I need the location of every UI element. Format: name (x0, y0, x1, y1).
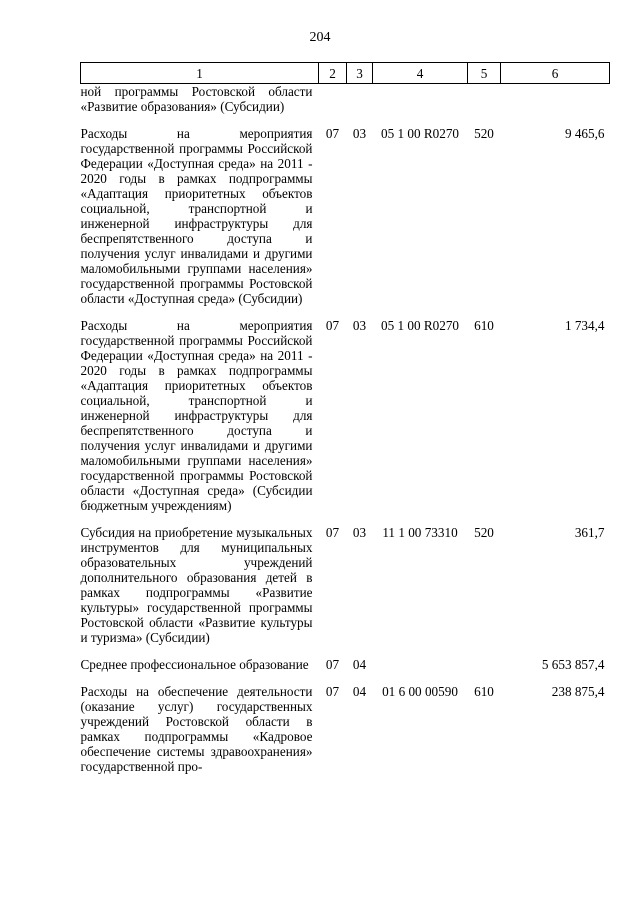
row-amount: 5 653 857,4 (541, 657, 605, 672)
row-expense-type: 520 (474, 525, 494, 540)
header-col-4: 4 (373, 63, 468, 84)
row-description: Расходы на мероприятия государственной программы Российской Федерации «Доступная среда» на 2011 - 2020 годы в рамках подпрограммы «Адаптация приоритетных объектов социальной, транспортной и инженерной инфраструктуры для беспрепятственного доступа и получения услуг инвалидами и другими маломобильными группами населения» государственной программы Ростовской области «Доступная среда» (Субсидии бюджетным учреждениям) (80, 318, 313, 513)
table-row (81, 525, 610, 657)
row-target-article (373, 657, 468, 684)
row-expense-type: 520 (474, 126, 494, 141)
page-number: 204 (309, 30, 331, 45)
row-expense-type: 610 (474, 684, 494, 699)
row-expense-type (468, 657, 501, 684)
row-expense-type: 610 (474, 318, 494, 333)
row-target-article: 05 1 00 R0270 (380, 126, 460, 141)
table-row (81, 657, 610, 684)
row-description: Расходы на обеспечение деятельности (оказание услуг) государственных учреждений Ростовской области в рамках подпрограммы «Кадровое обеспечение системы здравоохранения» государственной про- (80, 684, 313, 774)
row-target-article: 05 1 00 R0270 (380, 318, 460, 333)
budget-table (80, 62, 610, 786)
row-description: ной программы Ростовской области «Развитие образования» (Субсидии) (80, 84, 313, 114)
row-amount: 1 734,4 (564, 318, 605, 333)
row-section (319, 84, 347, 127)
row-section: 07 (325, 657, 340, 672)
row-description: Среднее профессиональное образование (80, 657, 309, 672)
row-amount (501, 84, 610, 127)
row-subsection: 04 (352, 657, 367, 672)
row-amount: 238 875,4 (551, 684, 605, 699)
row-amount: 361,7 (574, 525, 605, 540)
table-row (81, 84, 610, 127)
row-description: Субсидия на приобретение музыкальных инструментов для муниципальных образовательных учреждений дополнительного образования детей в рамках подпрограммы «Развитие культуры» государственной программы Ростовской области «Развитие культуры и туризма» (Субсидии) (80, 525, 313, 645)
row-section: 07 (325, 318, 340, 333)
row-section: 07 (325, 525, 340, 540)
table-row (81, 126, 610, 318)
header-col-1: 1 (81, 63, 319, 84)
row-amount: 9 465,6 (564, 126, 605, 141)
row-subsection: 03 (352, 126, 367, 141)
table-header-row (81, 63, 610, 84)
row-target-article: 01 6 00 00590 (382, 684, 458, 699)
row-subsection (347, 84, 373, 127)
row-expense-type (468, 84, 501, 127)
row-description: Расходы на мероприятия государственной программы Российской Федерации «Доступная среда» на 2011 - 2020 годы в рамках подпрограммы «Адаптация приоритетных объектов социальной, транспортной и инженерной инфраструктуры для беспрепятственного доступа и получения услуг инвалидами и другими маломобильными группами населения» государственной программы Ростовской области «Доступная среда» (Субсидии) (80, 126, 313, 306)
header-col-2: 2 (319, 63, 347, 84)
header-col-6: 6 (501, 63, 610, 84)
row-subsection: 03 (352, 525, 367, 540)
row-subsection: 04 (352, 684, 367, 699)
row-section: 07 (325, 684, 340, 699)
row-section: 07 (325, 126, 340, 141)
row-target-article (373, 84, 468, 127)
table-row (81, 684, 610, 786)
table-row (81, 318, 610, 525)
row-target-article: 11 1 00 73310 (382, 525, 458, 540)
header-col-5: 5 (468, 63, 501, 84)
header-col-3: 3 (347, 63, 373, 84)
row-subsection: 03 (352, 318, 367, 333)
